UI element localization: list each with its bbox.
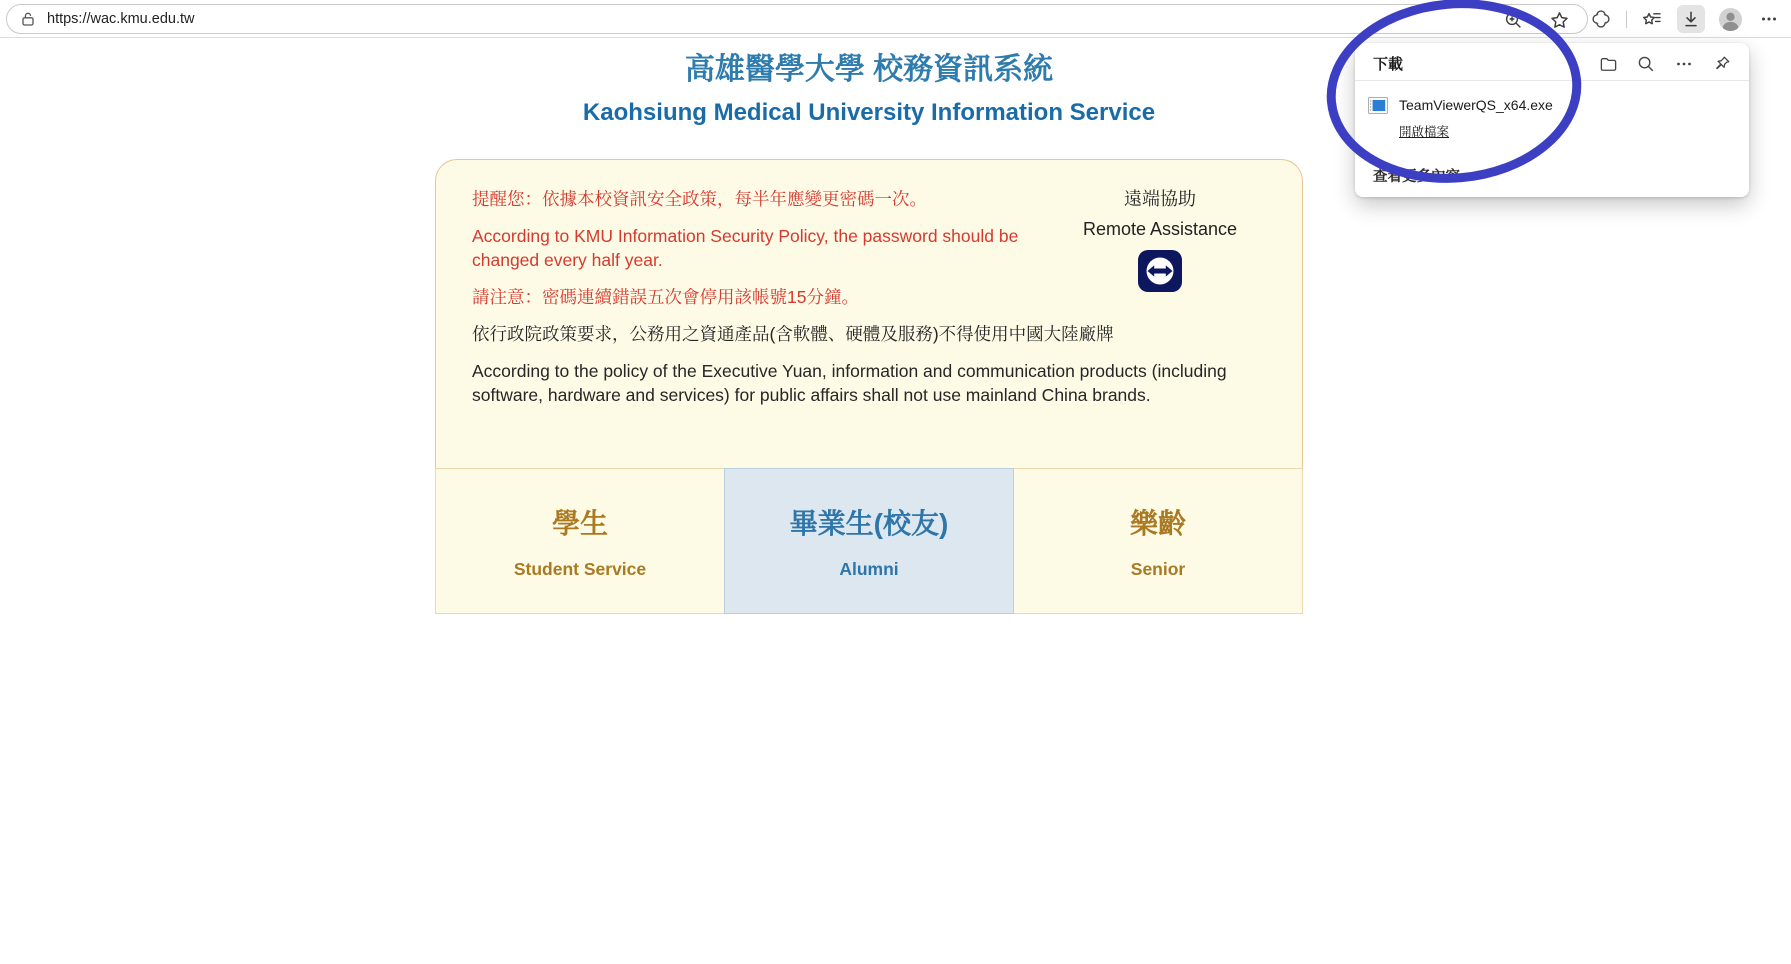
notice-policy-en: According to the policy of the Executive Yuan, information and communication products (including software, hardware and services) for public affairs shall not use mainland China brands. [472,361,1227,405]
download-file-name[interactable]: TeamViewerQS_x64.exe [1399,97,1553,113]
tab-senior-label-zh: 樂齡 [1129,508,1186,539]
exe-file-icon [1368,97,1388,115]
remote-assistance-label-en: Remote Assistance [1082,219,1238,239]
toolbar-divider [1626,11,1627,28]
address-bar[interactable] [6,4,1588,34]
search-icon[interactable] [1635,53,1657,75]
downloads-button[interactable] [1677,5,1705,33]
tab-alumni-label-zh: 畢業生(校友) [789,508,949,539]
downloads-popup-header [1355,43,1749,81]
remote-assistance-block [1056,187,1264,298]
tab-senior[interactable] [1013,468,1303,614]
profile-avatar[interactable] [1716,5,1744,33]
extensions-icon[interactable] [1587,5,1615,33]
tab-student-label-en: Student Service [513,559,647,579]
page-subtitle: Kaohsiung Medical University Information Service [582,99,1156,126]
notice-reminder-zh: 提醒您：依據本校資訊安全政策，每半年應變更密碼一次。 [472,189,927,209]
pin-icon[interactable] [1711,53,1733,75]
tab-student-label-zh: 學生 [551,508,608,539]
open-file-link[interactable]: 開啟檔案 [1399,125,1450,139]
downloads-popup [1355,43,1749,197]
notice-box [435,159,1303,468]
zoom-in-icon[interactable] [1499,6,1527,34]
favorite-star-icon[interactable] [1545,6,1573,34]
teamviewer-icon[interactable] [1137,249,1183,293]
see-more-link[interactable]: 查看更多內容 [1373,169,1460,185]
notice-reminder-en: According to KMU Information Security Policy, the password should be changed every half year. [472,226,1019,270]
folder-icon[interactable] [1597,53,1619,75]
download-item[interactable] [1355,81,1749,141]
settings-ellipsis-icon[interactable] [1755,5,1783,33]
favorites-bar-icon[interactable] [1638,5,1666,33]
portal-tabs [435,468,1303,614]
notice-policy-zh: 依行政院政策要求，公務用之資通產品(含軟體、硬體及服務)不得使用中國大陸廠牌 [472,324,1114,344]
more-options-icon[interactable] [1673,53,1695,75]
main-content [435,52,1303,614]
notice-caution-zh: 請注意：密碼連續錯誤五次會停用該帳號15分鐘。 [472,287,859,307]
remote-assistance-label-zh: 遠端協助 [1124,189,1196,209]
tab-alumni[interactable] [724,468,1014,614]
toolbar-right-icons [1587,3,1783,35]
tab-alumni-label-en: Alumni [839,559,899,579]
page-title: 高雄醫學大學 校務資訊系統 [684,53,1054,86]
browser-toolbar [0,0,1791,38]
downloads-title: 下載 [1373,56,1404,73]
lock-icon [20,11,36,27]
tab-student-service[interactable] [435,468,725,614]
tab-senior-label-en: Senior [1130,559,1186,579]
url-text[interactable]: https://wac.kmu.edu.tw [47,11,195,27]
